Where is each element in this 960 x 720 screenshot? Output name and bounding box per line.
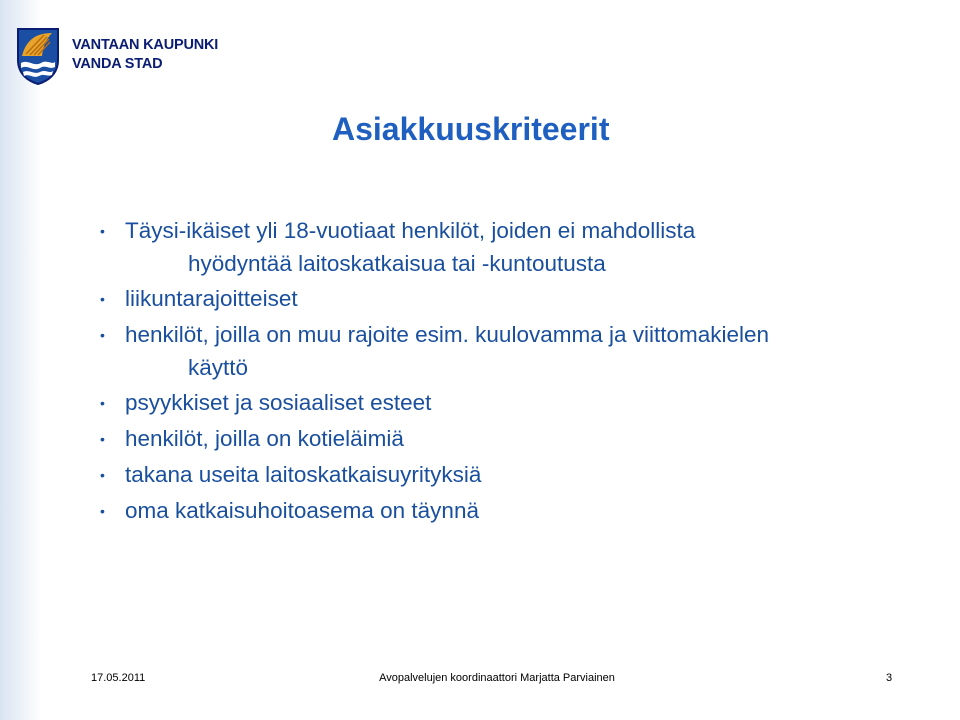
bullet-item [100, 386, 940, 420]
bullet-text: liikuntarajoitteiset [125, 286, 298, 311]
organization-name [72, 36, 218, 74]
slide-title: Asiakkuuskriteerit [332, 111, 610, 147]
footer-author: Avopalvelujen koordinaattori Marjatta Parviainen [379, 672, 615, 684]
org-name-finnish: VANTAAN KAUPUNKI [72, 37, 219, 53]
org-name-swedish: VANDA STAD [72, 56, 163, 72]
bullet-continuation: käyttö [188, 355, 249, 380]
bullet-icon: • [100, 467, 105, 483]
bullet-item [100, 282, 940, 316]
bullet-continuation: hyödyntää laitoskatkaisua tai -kuntoutusta [188, 251, 606, 276]
bullet-text: oma katkaisuhoitoasema on täynnä [125, 498, 479, 523]
bullet-icon: • [100, 223, 105, 239]
bullet-item [100, 422, 940, 456]
bullet-icon: • [100, 327, 105, 343]
bullet-item [100, 214, 940, 280]
bullet-icon: • [100, 503, 105, 519]
vantaa-coat-of-arms-icon [14, 26, 62, 86]
bullet-list [100, 214, 940, 530]
page-number: 3 [886, 672, 893, 684]
left-gradient-band [0, 0, 42, 720]
bullet-icon: • [100, 395, 105, 411]
bullet-icon: • [100, 431, 105, 447]
bullet-item [100, 318, 940, 384]
bullet-icon: • [100, 291, 105, 307]
slide-footer [0, 672, 960, 688]
footer-date: 17.05.2011 [91, 672, 146, 684]
bullet-item [100, 494, 940, 528]
bullet-text: psyykkiset ja sosiaaliset esteet [125, 390, 432, 415]
bullet-text: henkilöt, joilla on muu rajoite esim. kuulovamma ja viittomakielen [125, 322, 770, 347]
bullet-text: Täysi-ikäiset yli 18-vuotiaat henkilöt, joiden ei mahdollista [125, 218, 696, 243]
bullet-text: henkilöt, joilla on kotieläimiä [125, 426, 404, 451]
bullet-text: takana useita laitoskatkaisuyrityksiä [125, 462, 482, 487]
bullet-item [100, 458, 940, 492]
